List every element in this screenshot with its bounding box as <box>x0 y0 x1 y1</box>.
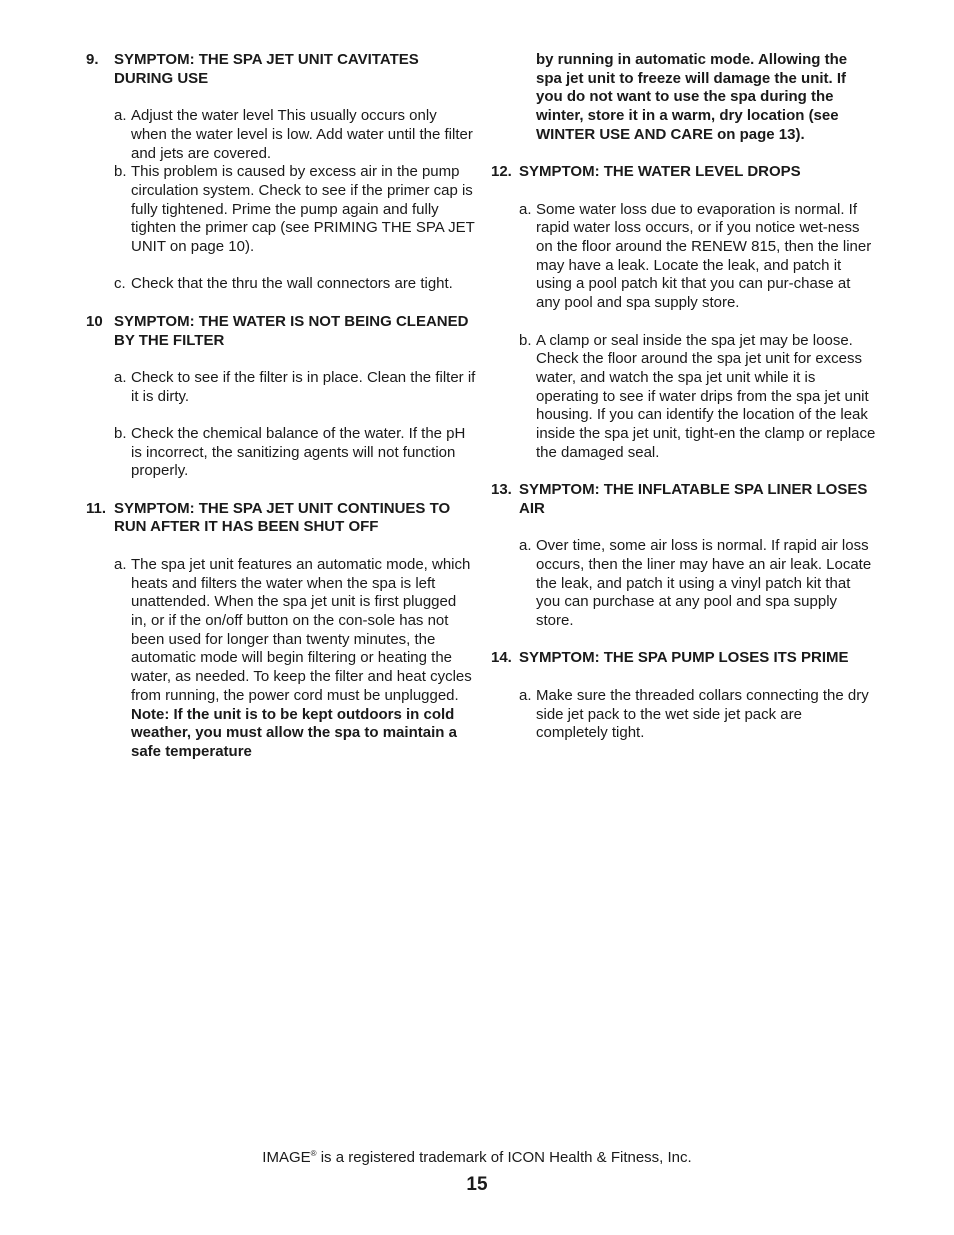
section-number: 14. <box>491 649 512 667</box>
section-9 <box>86 51 476 294</box>
section-heading <box>491 163 876 182</box>
section-heading <box>491 649 876 668</box>
section-heading <box>86 51 476 88</box>
section-number: 10 <box>86 312 103 330</box>
section-number: 12. <box>491 163 512 181</box>
section-title: SYMPTOM: THE WATER LEVEL DROPS <box>519 163 801 181</box>
step-label: b. <box>519 331 532 349</box>
section-number: 9. <box>86 51 99 68</box>
step-text: Check that the thru the wall connectors are tight. <box>131 275 453 293</box>
left-column <box>86 51 476 762</box>
section-12 <box>491 163 876 462</box>
troubleshoot-step <box>86 275 476 294</box>
section-title: SYMPTOM: THE SPA JET UNIT CAVITATES DURING USE <box>114 51 419 87</box>
step-text: Some water loss due to evaporation is normal. If rapid water loss occurs, or if you notice wet-ness on the floor around the RENEW 815, then the liner may have a leak. Locate the leak, and patch it using a pool patch kit that you can pur-chase at any pool and spa supply store. <box>536 200 872 312</box>
troubleshoot-step <box>491 201 876 313</box>
trademark-brand: IMAGE <box>262 1149 311 1166</box>
trademark-text: is a registered trademark of ICON Health & Fitness, Inc. <box>316 1149 692 1166</box>
step-label: a. <box>114 555 127 573</box>
step-text: The spa jet unit features an automatic mode, which heats and filters the water when the spa is left unattended. When the spa jet unit is first plugged in, or if the on/off button on the con-sole has not been used for longer than twenty minutes, the automatic mode will begin filtering or heating the water, as needed. To keep the filter and heat cycles from running, the power cord must be unplugged. <box>131 555 472 704</box>
section-11-continued-note: by running in automatic mode. Allowing the spa jet unit to freeze will damage the unit. If you do not want to use the spa during the winter, store it in a warm, dry location (see WINTER USE AND CARE on page 13). <box>536 51 848 143</box>
step-label: c. <box>114 275 126 293</box>
troubleshoot-step <box>86 556 476 762</box>
step-label: b. <box>114 424 127 442</box>
section-11 <box>86 500 476 762</box>
step-label: a. <box>519 537 532 555</box>
section-number: 11. <box>86 499 107 517</box>
troubleshoot-step <box>491 537 876 631</box>
step-text: Check to see if the filter is in place. Clean the filter if it is dirty. <box>131 368 476 405</box>
step-text: Adjust the water level This usually occurs only when the water level is low. Add water until the filter and jets are covered. <box>131 107 473 162</box>
troubleshoot-step <box>86 425 476 481</box>
step-text: Check the chemical balance of the water. If the pH is incorrect, the sanitizing agents will not function properly. <box>131 424 466 480</box>
right-column <box>491 51 876 743</box>
section-heading <box>491 481 876 518</box>
step-text: Make sure the threaded collars connecting the dry side jet pack to the wet side jet pack are completely tight. <box>536 686 869 742</box>
troubleshoot-step <box>86 163 476 257</box>
section-title: SYMPTOM: THE SPA JET UNIT CONTINUES TO RUN AFTER IT HAS BEEN SHUT OFF <box>114 499 451 536</box>
section-number: 13. <box>491 481 512 499</box>
registered-mark: ® <box>310 1149 317 1158</box>
page-number: 15 <box>466 1174 488 1195</box>
troubleshoot-step <box>86 369 476 406</box>
step-label: a. <box>114 368 127 386</box>
section-13 <box>491 481 876 631</box>
step-label: a. <box>519 200 532 218</box>
section-title: SYMPTOM: THE SPA PUMP LOSES ITS PRIME <box>519 649 849 667</box>
step-text: Over time, some air loss is normal. If rapid air loss occurs, then the liner may have an air leak. Locate the leak, and patch it using a vinyl patch kit that you can purchase at any pool and spa supply store. <box>536 537 872 630</box>
step-label: b. <box>114 163 127 181</box>
troubleshoot-step <box>86 107 476 163</box>
section-10 <box>86 313 476 481</box>
section-title: SYMPTOM: THE WATER IS NOT BEING CLEANED BY THE FILTER <box>114 312 469 349</box>
section-14 <box>491 649 876 743</box>
section-heading <box>86 313 476 350</box>
step-text: A clamp or seal inside the spa jet may be loose. Check the floor around the spa jet unit for excess water, and watch the spa jet unit while it is operating to see if water drips from the spa jet unit housing. If you can identify the location of the leak inside the spa jet unit, tight-en the clamp or replace the damaged seal. <box>536 331 876 461</box>
trademark-footer <box>0 1145 954 1168</box>
safety-note: Note: If the unit is to be kept outdoors in cold weather, you must allow the spa to maintain a safe temperature <box>131 705 457 760</box>
section-title: SYMPTOM: THE INFLATABLE SPA LINER LOSES AIR <box>519 481 868 517</box>
section-heading <box>86 500 476 537</box>
step-label: a. <box>519 686 532 704</box>
troubleshoot-step <box>491 687 876 743</box>
step-text: This problem is caused by excess air in the pump circulation system. Check to see if the primer cap is fully tightened. Prime the pump again and fully tighten the primer cap (see PRIMING THE SPA JET UNIT on page 10). <box>131 163 475 256</box>
step-label: a. <box>114 107 127 125</box>
troubleshoot-step <box>491 332 876 463</box>
